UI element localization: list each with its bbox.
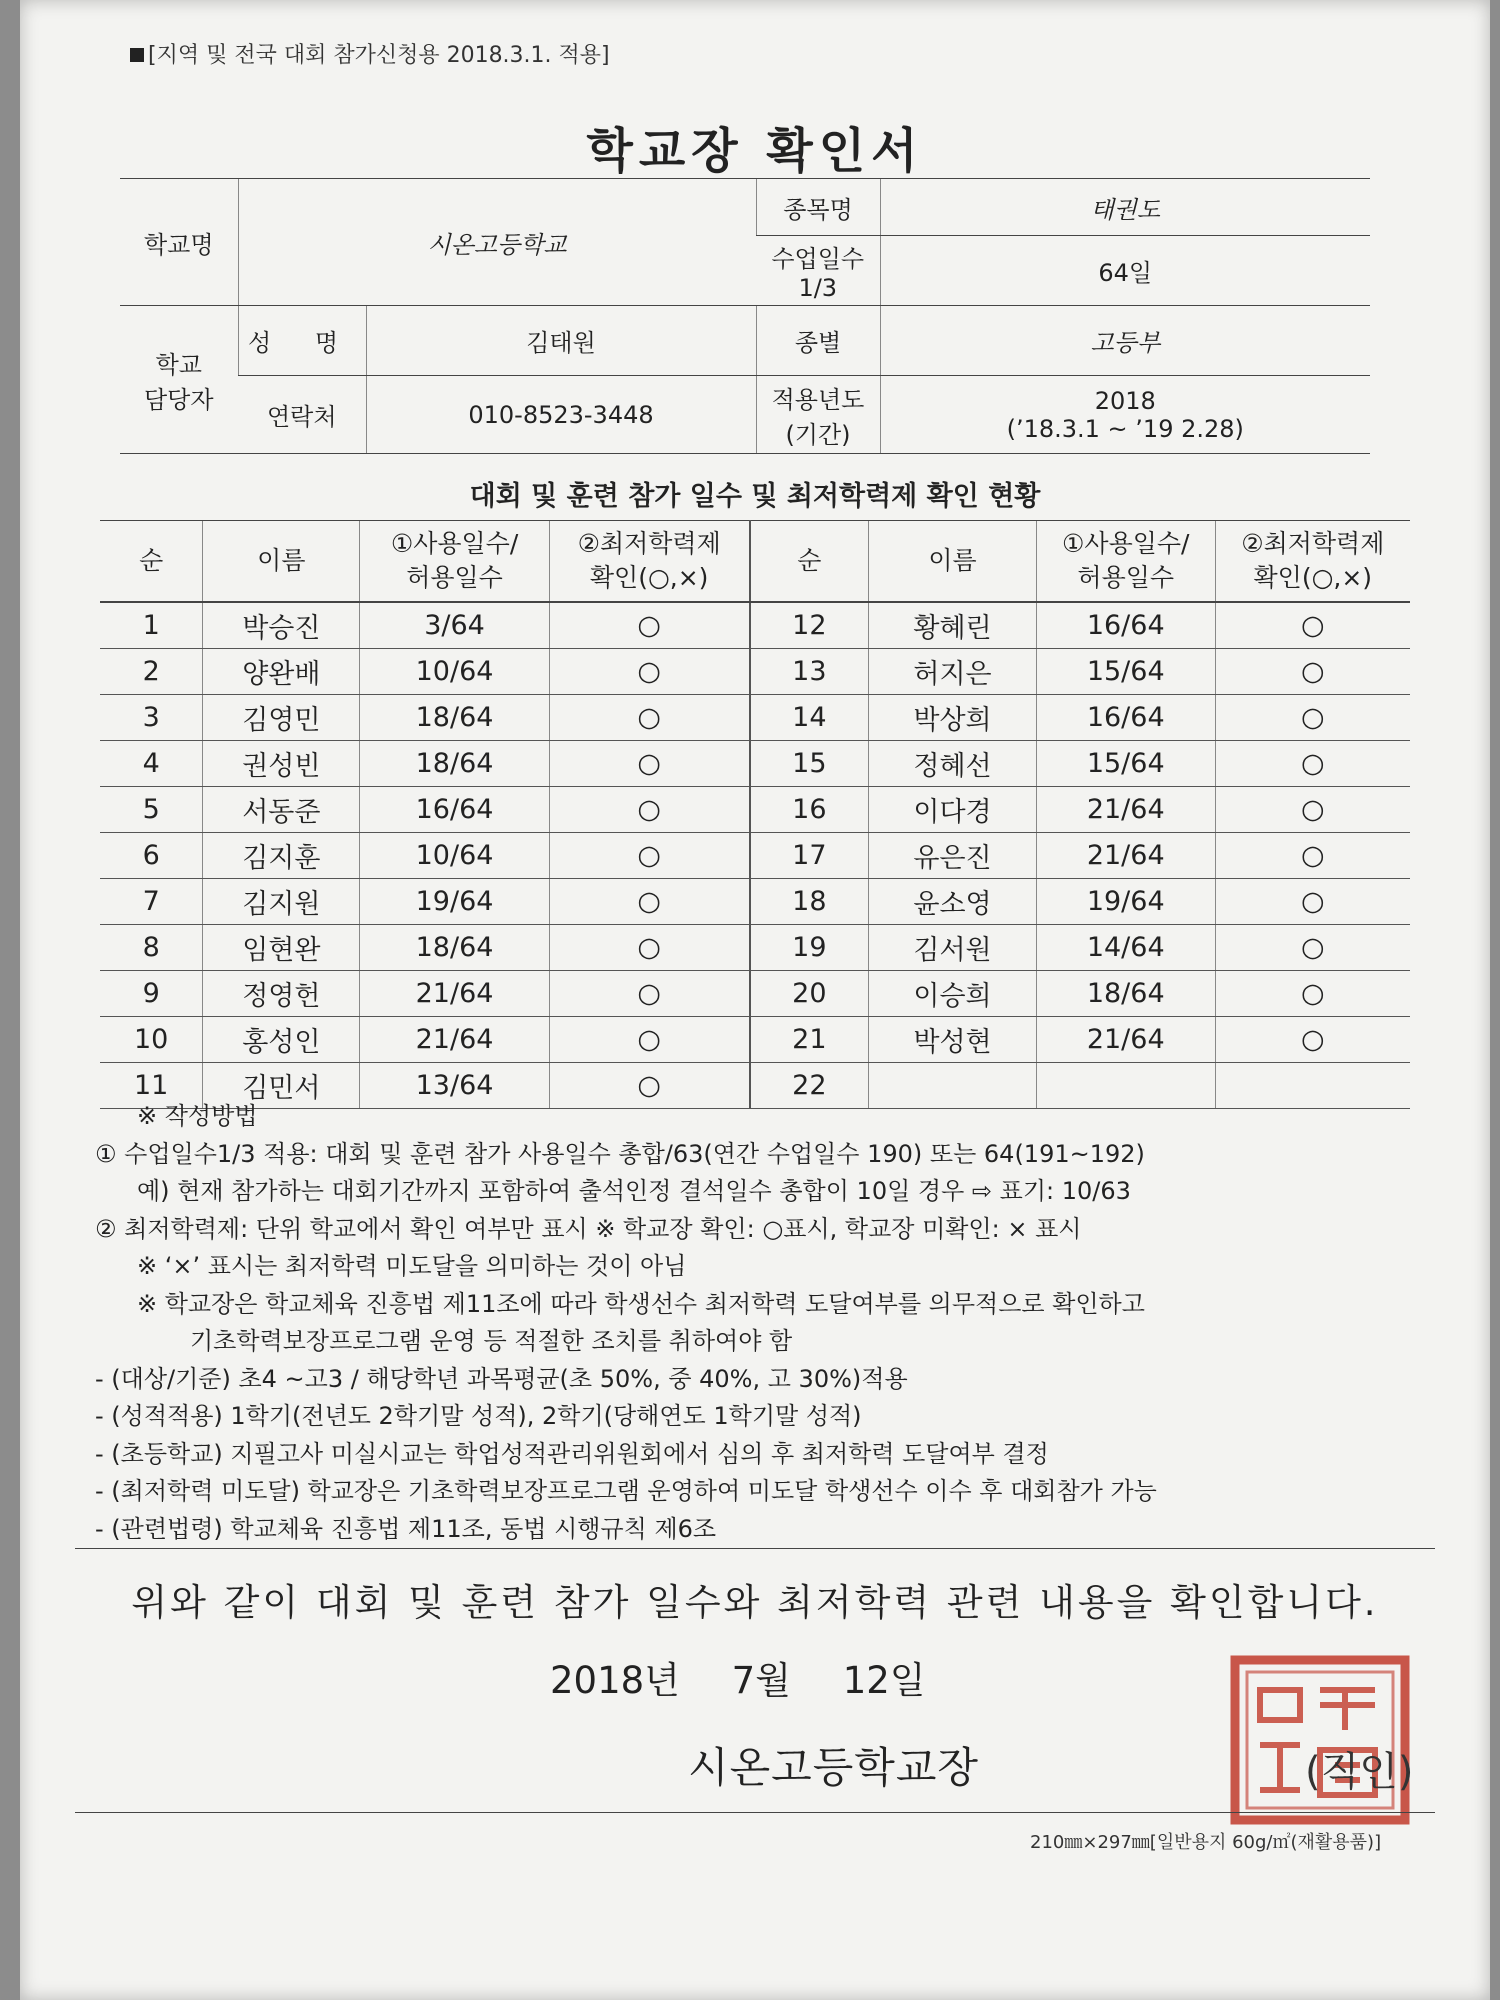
row-number: 19	[750, 925, 869, 971]
check-mark: ○	[549, 787, 749, 833]
divider	[75, 1548, 1435, 1549]
check-mark: ○	[1215, 741, 1410, 787]
col-check-line1: ②최저학력제	[1241, 529, 1385, 558]
manager-label	[120, 306, 238, 454]
col-no: 순	[100, 521, 203, 603]
row-number: 2	[100, 649, 203, 695]
used-days: 21/64	[360, 1017, 549, 1063]
col-check-line2: 확인(○,×)	[589, 563, 709, 592]
student-name: 허지은	[869, 649, 1037, 695]
student-name: 김영민	[203, 695, 360, 741]
instruction-line: ※ 작성방법	[137, 1102, 258, 1130]
col-check	[1215, 521, 1410, 603]
instruction-line: ② 최저학력제: 단위 학교에서 확인 여부만 표시 ※ 학교장 확인: ○표시, 학교장 미확인: × 표시	[95, 1214, 1082, 1243]
check-mark: ○	[549, 649, 749, 695]
instruction-line: - (성적적용) 1학기(전년도 2학기말 성적), 2학기(당해연도 1학기말 성적)	[95, 1402, 862, 1430]
division-label: 종별	[756, 306, 880, 376]
sport-label: 종목명	[756, 179, 880, 236]
row-number: 14	[750, 695, 869, 741]
seal-label: (직인)	[1305, 1749, 1414, 1795]
table-row	[100, 602, 1410, 649]
table-row	[100, 649, 1410, 695]
used-days: 10/64	[360, 649, 549, 695]
used-days: 18/64	[360, 925, 549, 971]
instruction-line: 예) 현재 참가하는 대회기간까지 포함하여 출석인정 결석일수 총합이 10일 경우 ⇨ 표기: 10/63	[137, 1177, 1131, 1205]
used-days: 13/64	[360, 1063, 549, 1109]
used-days: 18/64	[1036, 971, 1215, 1017]
row-number: 4	[100, 741, 203, 787]
contact-value: 010-8523-3448	[366, 376, 756, 454]
used-days: 21/64	[1036, 787, 1215, 833]
info-table	[120, 178, 1370, 454]
used-days: 18/64	[360, 695, 549, 741]
form-tag-text: [지역 및 전국 대회 참가신청용 2018.3.1. 적용]	[148, 43, 610, 68]
days-value: 64일	[880, 236, 1370, 306]
section-heading: 대회 및 훈련 참가 일수 및 최저학력제 확인 현황	[469, 481, 1041, 512]
row-number: 11	[100, 1063, 203, 1109]
check-mark: ○	[1215, 879, 1410, 925]
row-number: 10	[100, 1017, 203, 1063]
instruction-line: ※ ‘×’ 표시는 최저학력 미도달을 의미하는 것이 아님	[137, 1252, 687, 1280]
row-number: 21	[750, 1017, 869, 1063]
row-number: 8	[100, 925, 203, 971]
col-check-line1: ②최저학력제	[577, 529, 721, 558]
student-name: 김서원	[869, 925, 1037, 971]
check-mark: ○	[549, 1017, 749, 1063]
year-label	[756, 376, 880, 454]
roster-table	[100, 520, 1410, 1109]
check-mark: ○	[549, 602, 749, 649]
used-days: 3/64	[360, 602, 549, 649]
col-used-line2: 허용일수	[1077, 563, 1175, 592]
student-name: 황혜린	[869, 602, 1037, 649]
instruction-line: ※ 학교장은 학교체육 진흥법 제11조에 따라 학생선수 최저학력 도달여부를 의무적으로 확인하고	[137, 1289, 1145, 1318]
row-number: 22	[750, 1063, 869, 1109]
row-number: 15	[750, 741, 869, 787]
row-number: 17	[750, 833, 869, 879]
check-mark: ○	[1215, 925, 1410, 971]
check-mark: ○	[549, 1063, 749, 1109]
check-mark: ○	[549, 833, 749, 879]
table-row	[100, 787, 1410, 833]
row-number: 7	[100, 879, 203, 925]
row-number: 20	[750, 971, 869, 1017]
col-used-line1: ①사용일수/	[1062, 529, 1190, 558]
check-mark: ○	[1215, 833, 1410, 879]
manager-label-line2: 담당자	[143, 385, 214, 414]
page-title: 학교장 확인서	[586, 123, 924, 179]
check-mark: ○	[1215, 695, 1410, 741]
student-name: 박성현	[869, 1017, 1037, 1063]
instructions	[95, 1098, 1435, 1548]
used-days: 18/64	[360, 741, 549, 787]
student-name: 양완배	[203, 649, 360, 695]
student-name: 권성빈	[203, 741, 360, 787]
used-days: 21/64	[360, 971, 549, 1017]
table-row	[100, 971, 1410, 1017]
name-label: 성 명	[238, 306, 366, 376]
check-mark: ○	[549, 925, 749, 971]
col-used-line2: 허용일수	[406, 563, 503, 592]
contact-label: 연락처	[238, 376, 366, 454]
row-number: 16	[750, 787, 869, 833]
table-row	[100, 695, 1410, 741]
used-days: 16/64	[1036, 602, 1215, 649]
row-number: 12	[750, 602, 869, 649]
year-label-line2: (기간)	[785, 420, 851, 449]
row-number: 13	[750, 649, 869, 695]
col-name: 이름	[203, 521, 360, 603]
student-name: 박상희	[869, 695, 1037, 741]
instruction-line: 기초학력보장프로그램 운영 등 적절한 조치를 취하여야 함	[190, 1327, 793, 1355]
row-number: 1	[100, 602, 203, 649]
row-number: 5	[100, 787, 203, 833]
instruction-line: - (대상/기준) 초4 ~고3 / 해당학년 과목평균(초 50%, 중 40%, 고 30%)적용	[95, 1364, 908, 1393]
student-name: 정혜선	[869, 741, 1037, 787]
table-row	[100, 833, 1410, 879]
student-name: 이다경	[869, 787, 1037, 833]
col-used	[1036, 521, 1215, 603]
principal-signature-line: 시온고등학교장	[688, 1743, 980, 1792]
col-used-line1: ①사용일수/	[390, 529, 519, 558]
check-mark: ○	[549, 695, 749, 741]
table-row	[100, 925, 1410, 971]
check-mark: ○	[549, 879, 749, 925]
document-page	[20, 0, 1490, 2000]
row-number: 6	[100, 833, 203, 879]
col-used	[360, 521, 549, 603]
school-label: 학교명	[120, 179, 238, 306]
days-label	[756, 236, 880, 306]
square-bullet-icon	[130, 48, 144, 62]
days-label-line1: 수업일수	[771, 245, 865, 273]
year-value	[880, 376, 1370, 454]
form-tag	[130, 38, 610, 69]
division-value: 고등부	[880, 306, 1370, 376]
year-value-line2: (’18.3.1 ~ ’19 2.28)	[1006, 414, 1244, 443]
student-name: 박승진	[203, 602, 360, 649]
row-number: 9	[100, 971, 203, 1017]
col-check-line2: 확인(○,×)	[1253, 563, 1373, 592]
check-mark: ○	[1215, 971, 1410, 1017]
used-days: 21/64	[1036, 1017, 1215, 1063]
days-label-line2: 1/3	[798, 274, 838, 302]
check-mark: ○	[549, 971, 749, 1017]
student-name: 정영헌	[203, 971, 360, 1017]
check-mark: ○	[1215, 602, 1410, 649]
school-value: 시온고등학교	[238, 179, 756, 306]
year-label-line1: 적용년도	[771, 385, 865, 414]
table-row	[100, 1017, 1410, 1063]
col-no: 순	[750, 521, 869, 603]
used-days: 15/64	[1036, 741, 1215, 787]
student-name: 서동준	[203, 787, 360, 833]
used-days: 15/64	[1036, 649, 1215, 695]
check-mark: ○	[1215, 787, 1410, 833]
student-name: 홍성인	[203, 1017, 360, 1063]
name-value: 김태원	[366, 306, 756, 376]
table-row	[100, 741, 1410, 787]
instruction-line: - (최저학력 미도달) 학교장은 기초학력보장프로그램 운영하여 미도달 학생선수 이수 후 대회참가 가능	[95, 1477, 1157, 1505]
student-name: 김지훈	[203, 833, 360, 879]
student-name: 임현완	[203, 925, 360, 971]
used-days: 21/64	[1036, 833, 1215, 879]
check-mark: ○	[549, 741, 749, 787]
table-row	[100, 879, 1410, 925]
used-days: 14/64	[1036, 925, 1215, 971]
instruction-line: ① 수업일수1/3 적용: 대회 및 훈련 참가 사용일수 총합/63(연간 수업일수 190) 또는 64(191~192)	[95, 1139, 1145, 1168]
used-days: 16/64	[360, 787, 549, 833]
divider	[75, 1812, 1435, 1813]
student-name: 이승희	[869, 971, 1037, 1017]
year-value-line1: 2018	[1094, 386, 1156, 415]
used-days: 16/64	[1036, 695, 1215, 741]
col-check	[549, 521, 749, 603]
sport-value: 태권도	[880, 179, 1370, 236]
student-name: 김민서	[203, 1063, 360, 1109]
row-number: 18	[750, 879, 869, 925]
instruction-line: - (초등학교) 지필고사 미실시교는 학업성적관리위원회에서 심의 후 최저학력 도달여부 결정	[95, 1439, 1049, 1468]
used-days: 10/64	[360, 833, 549, 879]
roster-header-row	[100, 521, 1410, 603]
issue-date: 2018년 7월 12일	[550, 1659, 926, 1702]
used-days: 19/64	[1036, 879, 1215, 925]
student-name: 윤소영	[869, 879, 1037, 925]
instruction-line: - (관련법령) 학교체육 진흥법 제11조, 동법 시행규칙 제6조	[95, 1514, 717, 1543]
paper-spec-footer: 210㎜×297㎜[일반용지 60g/㎡(재활용품)]	[1030, 1832, 1382, 1853]
manager-label-line1: 학교	[155, 350, 202, 379]
col-name: 이름	[869, 521, 1037, 603]
check-mark: ○	[1215, 649, 1410, 695]
row-number: 3	[100, 695, 203, 741]
student-name: 유은진	[869, 833, 1037, 879]
student-name: 김지원	[203, 879, 360, 925]
used-days: 19/64	[360, 879, 549, 925]
confirmation-statement: 위와 같이 대회 및 훈련 참가 일수와 최저학력 관련 내용을 확인합니다.	[131, 1581, 1379, 1624]
check-mark: ○	[1215, 1017, 1410, 1063]
